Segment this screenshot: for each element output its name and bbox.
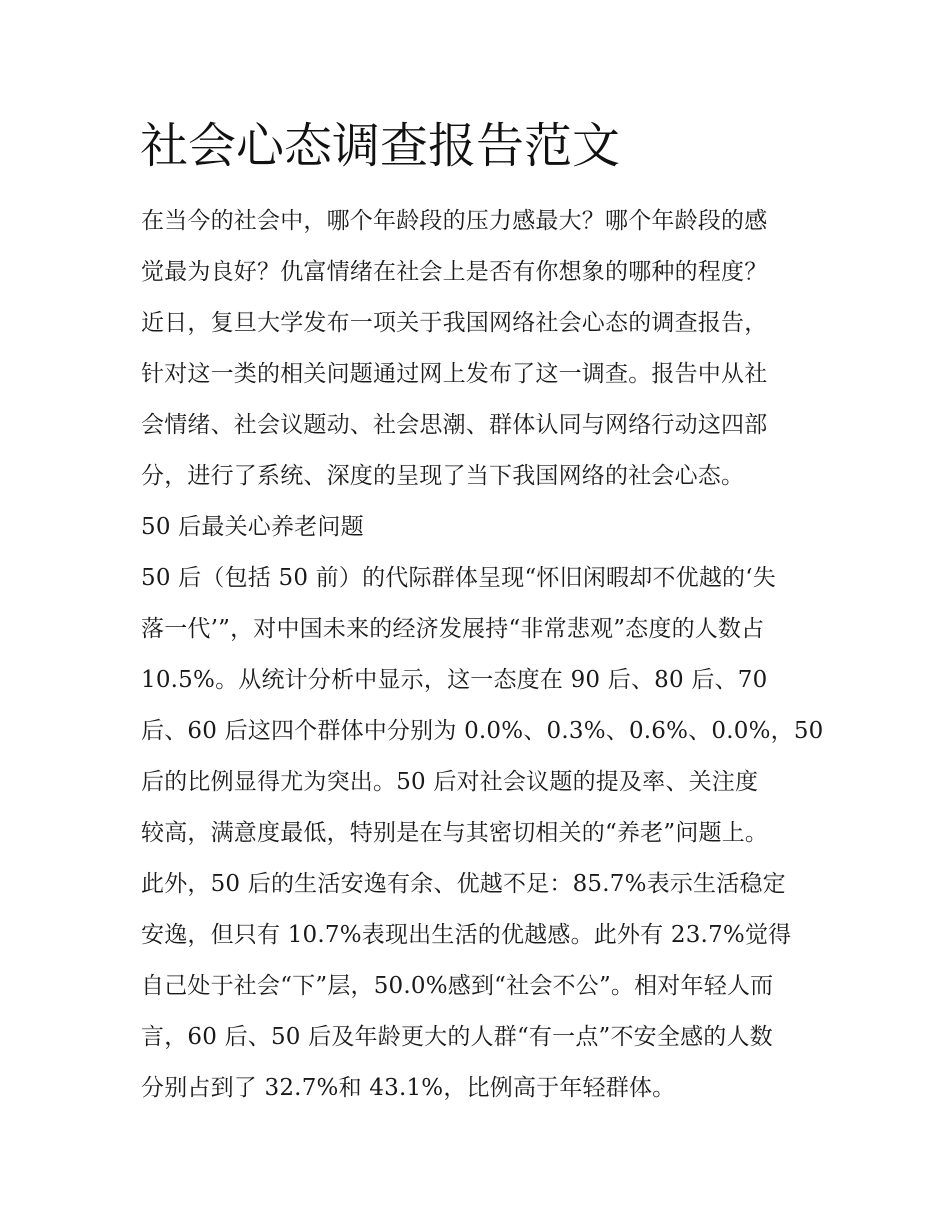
body-text-line: 分，进行了系统、深度的呈现了当下我国网络的社会心态。 [141, 463, 745, 489]
body-text-line: 会情绪、社会议题动、社会思潮、群体认同与网络行动这四部 [141, 412, 768, 438]
body-text-line: 此外，50 后的生活安逸有余、优越不足：85.7%表示生活稳定 [141, 871, 786, 897]
body-text-line: 自己处于社会“下”层，50.0%感到“社会不公”。相对年轻人而 [141, 973, 774, 999]
body-text-line: 针对这一类的相关问题通过网上发布了这一调查。报告中从社 [141, 361, 768, 387]
document-title: 社会心态调查报告范文 [140, 118, 621, 174]
body-text-line: 10.5%。从统计分析中显示，这一态度在 90 后、80 后、70 [141, 667, 768, 693]
body-text-line: 分别占到了 32.7%和 43.1%，比例高于年轻群体。 [141, 1075, 676, 1101]
body-text-line: 落一代’”，对中国未来的经济发展持“非常悲观”态度的人数占 [141, 616, 765, 642]
body-text-line: 觉最为良好？仇富情绪在社会上是否有你想象的哪种的程度？ [141, 259, 768, 285]
body-text-line: 较高，满意度最低，特别是在与其密切相关的“养老”问题上。 [141, 820, 769, 846]
body-text-line: 安逸，但只有 10.7%表现出生活的优越感。此外有 23.7%觉得 [141, 922, 792, 948]
body-text-line: 50 后（包括 50 前）的代际群体呈现“怀旧闲暇却不优越的‘失 [141, 565, 776, 591]
section-heading: 50 后最关心养老问题 [141, 514, 364, 540]
body-text-line: 近日，复旦大学发布一项关于我国网络社会心态的调查报告， [141, 310, 768, 336]
body-text-line: 在当今的社会中，哪个年龄段的压力感最大？哪个年龄段的感 [141, 208, 768, 234]
body-text-line: 后、60 后这四个群体中分别为 0.0%、0.3%、0.6%、0.0%，50 [141, 718, 824, 744]
body-text-line: 后的比例显得尤为突出。50 后对社会议题的提及率、关注度 [141, 769, 759, 795]
body-text-line: 言，60 后、50 后及年龄更大的人群“有一点”不安全感的人数 [141, 1024, 773, 1050]
